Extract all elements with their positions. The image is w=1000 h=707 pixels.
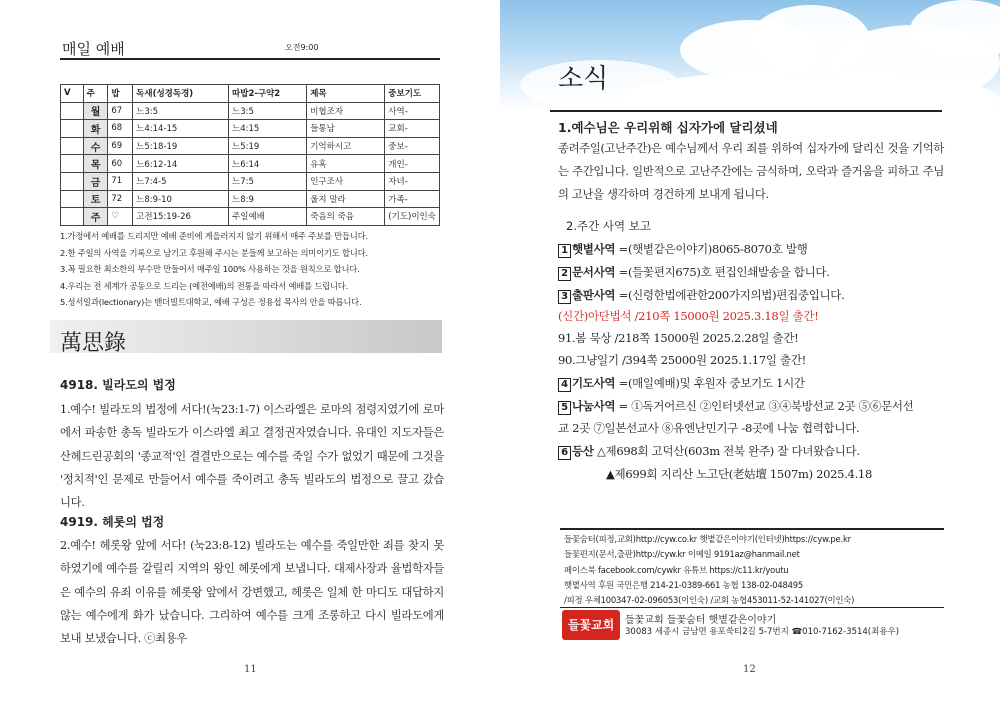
ministry-text-cont: 교 2곳 ⑦일본선교사 ⑧유엔난민기구 -8곳에 나눔 협력합니다. [558,421,860,435]
info-line: 페이스북 facebook.com/cywkr 유튜브 https://c11.kr/youtu [564,564,789,575]
right-page [500,0,1000,707]
divider [550,110,942,112]
table-cell: 주일예배 [229,208,307,226]
book-line: 90.그냥일기 /394쪽 25000원 2025.1.17일 출간! [558,353,806,367]
ministry-label: 햇볕사역 [572,242,616,256]
contact-info [564,532,944,608]
article-body: 1.예수! 빌라도의 법정에 서다!(눅23:1-7) 이스라엘은 로마의 점령지였기에 로마에서 파송한 총독 빌라도가 이스라엘 최고 결정권자였습니다. 유대인 지도자들은 산헤드린공회의 '종교적'인 결결만으로는 예수를 죽일 수가 없었기 때문에 그것을 '정치적'인 문제로 만들어서 예수를 죽이려고 총독 빌라도의 법정으로 끌고 갔습니다. [60,403,444,510]
info-line: /피정 우체100347-02-096053(이인숙) /교회 농협453011-52-141027(이인숙) [564,595,855,606]
table-cell: 느8:9 [229,190,307,208]
table-cell: 죽음의 죽음 [307,208,385,226]
divider [60,58,440,60]
ministry-item [558,375,805,392]
ministry-item [558,264,830,281]
table-row [61,120,440,138]
check-cell [61,208,84,226]
new-book-line: (신간)아단법석 /210쪽 15000원 2025.3.18일 출간! [558,309,819,323]
table-cell: 유혹 [307,155,385,173]
table-header: 따밥2-구약2 [229,85,307,103]
book-line: 91.봄 묵상 /218쪽 15000원 2025.2.28일 출간! [558,331,799,345]
table-row [61,137,440,155]
check-cell [61,172,84,190]
ministry-text: △제698회 고덕산(603m 전북 완주) 잘 다녀왔습니다. [593,444,860,458]
article-title: 4918. 빌라도의 법정 [60,378,176,392]
table-header: 제목 [307,85,385,103]
day-cell: 수 [83,137,108,155]
ministry-text: =(신령한법에관한200가지의법)편집중입니다. [615,288,845,302]
table-cell: 느7:4-5 [133,172,229,190]
ministry-item [558,398,914,415]
day-cell: 월 [83,102,108,120]
number-box: 2 [558,267,571,281]
note-line: 1.가정에서 예배를 드리지만 예배 준비에 게을러지지 않기 위해서 매주 주보를 만듭니다. [60,231,368,241]
table-cell: 69 [108,137,133,155]
table-cell: 71 [108,172,133,190]
number-box: 1 [558,244,571,258]
note-line: 2.한 주일의 사역을 기록으로 남기고 후원해 주시는 분들께 보고하는 의미이기도 합니다. [60,247,368,258]
table-cell: 72 [108,190,133,208]
ministry-label: 출판사역 [572,288,616,302]
table-header: 독새(성경독경) [133,85,229,103]
table-cell: 느6:14 [229,155,307,173]
number-box: 3 [558,290,571,304]
table-cell: 고전15:19-26 [133,208,229,226]
ministry-text: =(매일예배)및 후원자 중보기도 1시간 [615,376,805,390]
article-title: 4919. 헤롯의 법정 [60,515,165,529]
ministry-label: 나눔사역 [572,399,616,413]
table-header: 주 [83,85,108,103]
ministry-label: 기도사역 [572,376,616,390]
ministry-label: 문서사역 [572,265,616,279]
table-cell: 60 [108,155,133,173]
worship-schedule-table [60,84,440,226]
table-header: 중보기도 [385,85,440,103]
article-body: 2.예수! 헤롯왕 앞에 서다! (눅23:8-12) 빌라도는 예수를 죽일만한 죄를 찾지 못하였기에 예수를 갈릴리 지역의 왕인 헤롯에게 보냅니다. 대제사장과 율법학자들은 예수의 유죄 이유를 헤롯왕 앞에서 강변했고, 헤롯은 일체 한 마디도 대답하지 않는 예수에게 화가 났습니다. 그리하여 예수를 크게 조롱하고 다시 빌라도에게 보내 보냈습니다. ⓒ최용우 [60,539,444,646]
number-box: 5 [558,401,571,415]
ministry-label: 등산 [572,444,594,458]
news-heading: 2.주간 사역 보고 [566,219,651,233]
note-line: 3.꼭 필요한 최소한의 부수만 만들어서 매주일 100% 사용하는 것을 원칙으로 합니다. [60,264,360,275]
divider [560,528,944,530]
table-cell: 느7:5 [229,172,307,190]
table-cell: 교회- [385,120,440,138]
table-cell: 느4:14-15 [133,120,229,138]
ministry-text: = ①독거어르신 ②인터넷선교 ③④북방선교 2곳 ⑤⑥문서선 [615,399,914,413]
worship-time: 오전9:00 [285,43,319,52]
table-cell: 가족- [385,190,440,208]
table-cell: 68 [108,120,133,138]
ministry-item [558,287,844,304]
table-body [61,102,440,225]
section-title: 萬思錄 [60,331,127,356]
table-cell: (기도)이인숙 [385,208,440,226]
table-row [61,102,440,120]
number-box: 6 [558,446,571,460]
table-cell: 느3:5 [229,102,307,120]
ministry-item [558,443,860,460]
worship-title: 매일 예배 [62,40,125,58]
table-cell: 중보- [385,137,440,155]
day-cell: 주 [83,208,108,226]
table-cell: 느8:9-10 [133,190,229,208]
table-cell: 들통남 [307,120,385,138]
ministry-text-cont: ▲제699회 지리산 노고단(老姑壇 1507m) 2025.4.18 [606,467,872,481]
page-number: 12 [743,664,756,675]
table-cell: 개인- [385,155,440,173]
table-cell: 느5:19 [229,137,307,155]
note-line: 4.우리는 전 세계가 공동으로 드리는 (예전예배)의 전통을 따라서 예배를 드립니다. [60,280,349,291]
table-cell: 인구조사 [307,172,385,190]
number-box: 4 [558,378,571,392]
table-header-row [61,85,440,103]
info-line: 햇볕사역 후원 국민은행 214-21-0389-661 농협 138-02-048495 [564,579,804,590]
table-cell: ♡ [108,208,133,226]
check-cell [61,190,84,208]
church-logo: 들꽃교회 [562,610,620,640]
table-row [61,190,440,208]
news-heading: 1.예수님은 우리위해 십자가에 달리셨네 [558,120,778,135]
day-cell: 화 [83,120,108,138]
table-cell: 비협조자 [307,102,385,120]
day-cell: 금 [83,172,108,190]
table-cell: 울지 말라 [307,190,385,208]
footer-address: 30083 세종시 금남면 용포쑥티2길 5-7번지 ☎010-7162-3514(최용우) [625,627,900,637]
check-cell [61,120,84,138]
table-row [61,155,440,173]
table-cell: 67 [108,102,133,120]
table-row [61,208,440,226]
table-cell: 사역- [385,102,440,120]
check-cell [61,155,84,173]
table-cell: 느3:5 [133,102,229,120]
check-cell [61,102,84,120]
table-row [61,172,440,190]
table-header: 밥 [108,85,133,103]
ministry-item [558,241,807,258]
news-title: 소식 [558,64,609,94]
note-line: 5.성서일과(lectionary)는 밴더빌트대학교, 예배 구성은 정용섭 목사의 안을 따릅니다. [60,297,362,308]
table-cell: 느6:12-14 [133,155,229,173]
table-cell: 느4:15 [229,120,307,138]
news-paragraph: 종려주일(고난주간)은 예수님께서 우리 죄를 위하여 십자가에 달리신 것을 기억하는 주간입니다. 일반적으로 고난주간에는 금식하며, 오락과 즐거움을 피하고 주님의 고난을 생각하며 경건하게 보내게 됩니다. [558,142,944,201]
table-cell: 자녀- [385,172,440,190]
table-header: V [61,85,84,103]
divider [560,607,944,608]
table-cell: 기억하시고 [307,137,385,155]
ministry-text: =(들꽃편지675)호 편집인쇄발송을 합니다. [615,265,830,279]
check-cell [61,137,84,155]
page-number: 11 [244,664,257,675]
info-line: 들꽃숨터(피정,교회)http://cyw.co.kr 햇볕같은이야기(인터넷)https://cyw.pe.kr [564,534,851,544]
worship-notes [60,228,445,311]
table-cell: 느5:18-19 [133,137,229,155]
info-line: 들꽃편지(문서,출판)http://cyw.kr 이메일 9191az@hanmail.net [564,549,800,560]
day-cell: 목 [83,155,108,173]
ministry-text: =(햇볕같은이야기)8065-8070호 발행 [615,242,808,256]
day-cell: 토 [83,190,108,208]
footer-name: 들꽃교회 들꽃숨터 햇볕같은이야기 [625,615,777,626]
